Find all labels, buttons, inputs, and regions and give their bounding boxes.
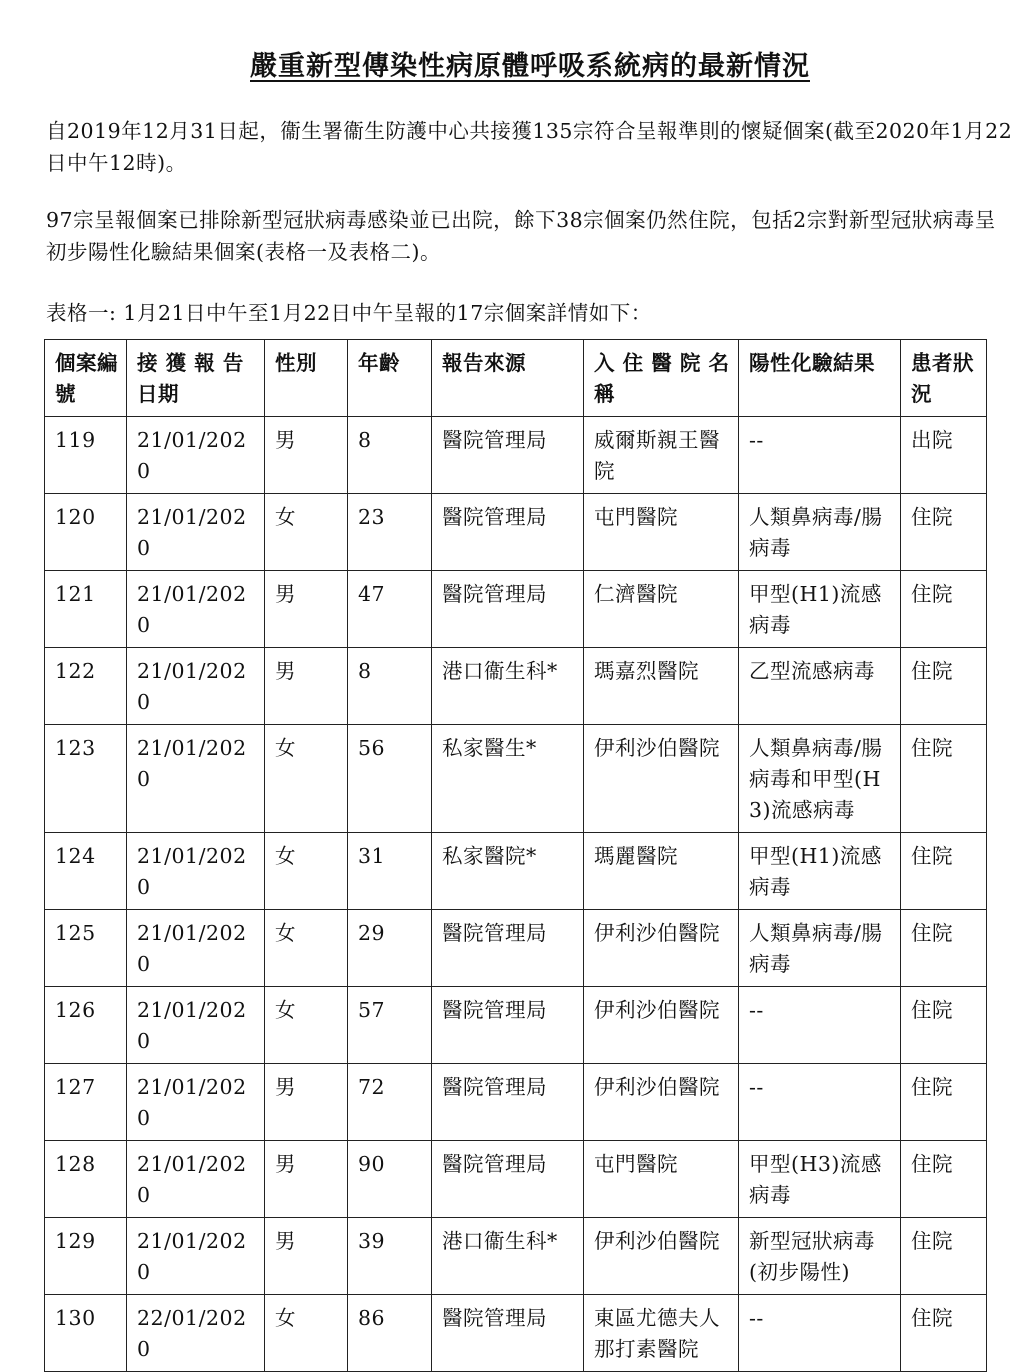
cell-age: 47: [348, 571, 432, 648]
cell-sex: 女: [265, 910, 348, 987]
cell-report-source: 醫院管理局: [432, 571, 584, 648]
cell-patient-status: 住院: [901, 1064, 987, 1141]
cell-age: 8: [348, 648, 432, 725]
table-row: [45, 1218, 987, 1295]
cell-hospital: 伊利沙伯醫院: [584, 910, 739, 987]
cell-patient-status: 住院: [901, 494, 987, 571]
cell-patient-status: 住院: [901, 833, 987, 910]
cell-patient-status: 住院: [901, 648, 987, 725]
header-sex: 性別: [265, 340, 348, 417]
header-hospital: 入 住 醫 院 名 稱: [584, 340, 739, 417]
table-row: [45, 987, 987, 1064]
cell-report-date: 22/01/2020: [127, 1295, 265, 1372]
cell-positive-result: 人類鼻病毒/腸病毒: [739, 494, 901, 571]
cell-case-number: 125: [45, 910, 127, 987]
cell-positive-result: 乙型流感病毒: [739, 648, 901, 725]
cell-report-source: 港口衞生科*: [432, 648, 584, 725]
cell-sex: 男: [265, 1141, 348, 1218]
cell-hospital: 瑪麗醫院: [584, 833, 739, 910]
cell-age: 8: [348, 417, 432, 494]
table-row: [45, 494, 987, 571]
cell-positive-result: 新型冠狀病毒(初步陽性): [739, 1218, 901, 1295]
table-row: [45, 648, 987, 725]
cell-positive-result: --: [739, 417, 901, 494]
cell-patient-status: 住院: [901, 1141, 987, 1218]
table-row: [45, 571, 987, 648]
cell-age: 23: [348, 494, 432, 571]
table-row: [45, 1141, 987, 1218]
cell-positive-result: --: [739, 1295, 901, 1372]
cell-sex: 女: [265, 1295, 348, 1372]
header-age: 年齡: [348, 340, 432, 417]
cell-sex: 男: [265, 417, 348, 494]
header-report-source: 報告來源: [432, 340, 584, 417]
cell-case-number: 127: [45, 1064, 127, 1141]
cell-patient-status: 出院: [901, 417, 987, 494]
cell-age: 31: [348, 833, 432, 910]
cell-patient-status: 住院: [901, 1218, 987, 1295]
cell-case-number: 121: [45, 571, 127, 648]
cell-report-source: 醫院管理局: [432, 987, 584, 1064]
cell-report-date: 21/01/2020: [127, 833, 265, 910]
cell-report-source: 醫院管理局: [432, 417, 584, 494]
table-caption: 表格一: 1月21日中午至1月22日中午呈報的17宗個案詳情如下：: [46, 301, 652, 325]
cell-age: 39: [348, 1218, 432, 1295]
cell-positive-result: --: [739, 987, 901, 1064]
cell-positive-result: 甲型(H1)流感病毒: [739, 571, 901, 648]
cell-hospital: 瑪嘉烈醫院: [584, 648, 739, 725]
cell-case-number: 129: [45, 1218, 127, 1295]
cell-report-source: 港口衞生科*: [432, 1218, 584, 1295]
cell-report-date: 21/01/2020: [127, 417, 265, 494]
page-title: 嚴重新型傳染性病原體呼吸系統病的最新情況: [250, 51, 810, 82]
cell-report-source: 私家醫生*: [432, 725, 584, 833]
cell-report-source: 醫院管理局: [432, 910, 584, 987]
cell-report-date: 21/01/2020: [127, 910, 265, 987]
cell-case-number: 120: [45, 494, 127, 571]
cell-hospital: 伊利沙伯醫院: [584, 987, 739, 1064]
cell-sex: 女: [265, 725, 348, 833]
cell-report-date: 21/01/2020: [127, 725, 265, 833]
cell-report-date: 21/01/2020: [127, 571, 265, 648]
table-row: [45, 725, 987, 833]
cell-report-date: 21/01/2020: [127, 1064, 265, 1141]
cell-positive-result: 甲型(H1)流感病毒: [739, 833, 901, 910]
table-row: [45, 910, 987, 987]
cell-sex: 男: [265, 648, 348, 725]
cell-positive-result: 人類鼻病毒/腸病毒: [739, 910, 901, 987]
cell-age: 57: [348, 987, 432, 1064]
cell-report-date: 21/01/2020: [127, 494, 265, 571]
cell-report-source: 醫院管理局: [432, 1141, 584, 1218]
cell-patient-status: 住院: [901, 725, 987, 833]
status-paragraph: 97宗呈報個案已排除新型冠狀病毒感染並已出院，餘下38宗個案仍然住院，包括2宗對新型冠狀病毒呈初步陽性化驗結果個案(表格一及表格二)。: [46, 208, 996, 264]
cell-report-date: 21/01/2020: [127, 1218, 265, 1295]
cell-hospital: 屯門醫院: [584, 494, 739, 571]
cell-report-date: 21/01/2020: [127, 1141, 265, 1218]
cell-report-source: 私家醫院*: [432, 833, 584, 910]
cell-sex: 男: [265, 1218, 348, 1295]
intro-paragraph: 自2019年12月31日起，衞生署衞生防護中心共接獲135宗符合呈報準則的懷疑個案(截至2020年1月22日中午12時)。: [46, 119, 1013, 175]
cell-case-number: 126: [45, 987, 127, 1064]
cell-sex: 女: [265, 494, 348, 571]
cell-case-number: 124: [45, 833, 127, 910]
cell-positive-result: --: [739, 1064, 901, 1141]
cell-age: 72: [348, 1064, 432, 1141]
cell-hospital: 屯門醫院: [584, 1141, 739, 1218]
table-row: [45, 417, 987, 494]
table-body: [45, 417, 987, 1372]
cell-age: 29: [348, 910, 432, 987]
header-report-date: 接 獲 報 告 日期: [127, 340, 265, 417]
cell-case-number: 128: [45, 1141, 127, 1218]
cell-hospital: 東區尤德夫人那打素醫院: [584, 1295, 739, 1372]
cell-age: 90: [348, 1141, 432, 1218]
cell-sex: 女: [265, 833, 348, 910]
cell-sex: 男: [265, 571, 348, 648]
header-positive-result: 陽性化驗結果: [739, 340, 901, 417]
table-row: [45, 833, 987, 910]
cell-report-source: 醫院管理局: [432, 1064, 584, 1141]
cell-patient-status: 住院: [901, 571, 987, 648]
cell-case-number: 119: [45, 417, 127, 494]
cell-hospital: 仁濟醫院: [584, 571, 739, 648]
cell-hospital: 伊利沙伯醫院: [584, 1218, 739, 1295]
cell-patient-status: 住院: [901, 1295, 987, 1372]
cell-positive-result: 甲型(H3)流感病毒: [739, 1141, 901, 1218]
cell-hospital: 威爾斯親王醫院: [584, 417, 739, 494]
table-row: [45, 1295, 987, 1372]
cell-case-number: 130: [45, 1295, 127, 1372]
cell-report-date: 21/01/2020: [127, 987, 265, 1064]
cell-age: 86: [348, 1295, 432, 1372]
cell-case-number: 123: [45, 725, 127, 833]
cell-hospital: 伊利沙伯醫院: [584, 1064, 739, 1141]
header-patient-status: 患者狀況: [901, 340, 987, 417]
cell-case-number: 122: [45, 648, 127, 725]
table-header-row: [45, 340, 987, 417]
cell-patient-status: 住院: [901, 987, 987, 1064]
cell-report-date: 21/01/2020: [127, 648, 265, 725]
cell-report-source: 醫院管理局: [432, 1295, 584, 1372]
cell-age: 56: [348, 725, 432, 833]
table-row: [45, 1064, 987, 1141]
cell-sex: 女: [265, 987, 348, 1064]
cell-report-source: 醫院管理局: [432, 494, 584, 571]
cell-patient-status: 住院: [901, 910, 987, 987]
cell-sex: 男: [265, 1064, 348, 1141]
cases-table: [44, 339, 987, 1372]
cell-hospital: 伊利沙伯醫院: [584, 725, 739, 833]
header-case-number: 個案編號: [45, 340, 127, 417]
cell-positive-result: 人類鼻病毒/腸病毒和甲型(H3)流感病毒: [739, 725, 901, 833]
